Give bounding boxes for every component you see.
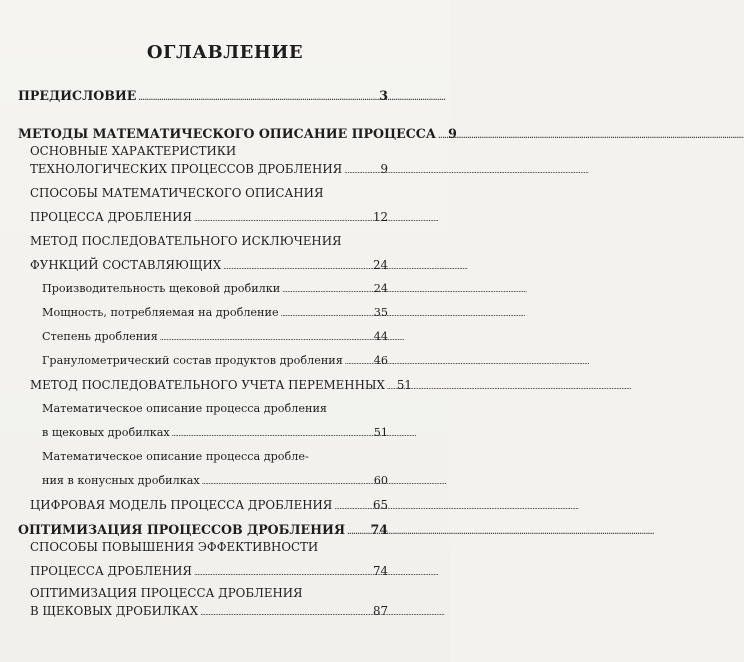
toc-entry-title: ПРОЦЕССА ДРОБЛЕНИЯ xyxy=(30,564,192,578)
leader-dots xyxy=(334,498,371,512)
toc-heading: ОГЛАВЛЕНИЕ xyxy=(146,42,304,63)
toc-entry-description-methods-line1: СПОСОБЫ МАТЕМАТИЧЕСКОГО ОПИСАНИЯ xyxy=(30,186,324,200)
toc-entry-title: В ЩЕКОВЫХ ДРОБИЛКАХ xyxy=(30,604,199,618)
toc-entry-page: 3 xyxy=(379,88,388,103)
leader-dots xyxy=(387,378,395,392)
toc-entry-title: МЕТОДЫ МАТЕМАТИЧЕСКОГО ОПИСАНИЕ ПРОЦЕССА xyxy=(18,126,437,141)
toc-entry-title: ОПТИМИЗАЦИЯ ПРОЦЕССОВ ДРОБЛЕНИЯ xyxy=(18,522,346,537)
toc-entry-title: Мощность, потребляемая на дробление xyxy=(42,306,279,319)
toc-entry-efficiency xyxy=(30,564,388,578)
toc-entry-exclusion-line1: МЕТОД ПОСЛЕДОВАТЕЛЬНОГО ИСКЛЮЧЕНИЯ xyxy=(30,234,342,248)
leader-dots xyxy=(344,162,378,176)
toc-entry-efficiency-line1: СПОСОБЫ ПОВЫШЕНИЯ ЭФФЕКТИВНОСТИ xyxy=(30,540,319,554)
toc-entry-page: 24 xyxy=(373,282,388,295)
toc-entry-title: МЕТОД ПОСЛЕДОВАТЕЛЬНОГО УЧЕТА ПЕРЕМЕННЫХ xyxy=(30,378,385,392)
toc-entry-productivity xyxy=(42,282,388,295)
toc-entry-power xyxy=(42,306,388,319)
toc-entry-jaw xyxy=(42,426,388,439)
toc-entry-jaw-optimization xyxy=(30,604,388,618)
toc-entry-optimization xyxy=(18,522,388,537)
leader-dots xyxy=(281,306,372,319)
toc-entry-title: ЦИФРОВАЯ МОДЕЛЬ ПРОЦЕССА ДРОБЛЕНИЯ xyxy=(30,498,333,512)
toc-entry-cone-line1: Математическое описание процесса дробле- xyxy=(42,450,309,463)
toc-entry-page: 35 xyxy=(373,306,388,319)
toc-entry-degree xyxy=(42,330,388,343)
toc-entry-exclusion xyxy=(30,258,388,272)
toc-entry-methods xyxy=(18,126,457,141)
toc-entry-page: 60 xyxy=(373,474,388,487)
toc-entry-page: 12 xyxy=(372,210,388,224)
toc-entry-page: 9 xyxy=(448,126,457,141)
leader-dots xyxy=(347,522,368,537)
toc-entry-variables xyxy=(30,378,412,392)
toc-entry-title: Производительность щековой дробилки xyxy=(42,282,281,295)
toc-entry-page: 46 xyxy=(373,354,388,367)
leader-dots xyxy=(345,354,372,367)
toc-entry-title: ТЕХНОЛОГИЧЕСКИХ ПРОЦЕССОВ ДРОБЛЕНИЯ xyxy=(30,162,343,176)
toc-entry-title: ПРОЦЕССА ДРОБЛЕНИЯ xyxy=(30,210,192,224)
leader-dots xyxy=(172,426,372,439)
leader-dots xyxy=(160,330,372,343)
leader-dots xyxy=(138,88,377,103)
toc-entry-preface xyxy=(18,88,388,103)
toc-entry-description-methods xyxy=(30,210,388,224)
toc-entry-page: 51 xyxy=(373,426,388,439)
leader-dots xyxy=(200,604,371,618)
leader-dots xyxy=(202,474,372,487)
leader-dots xyxy=(194,210,371,224)
toc-entry-page: 87 xyxy=(372,604,388,618)
toc-entry-page: 74 xyxy=(370,522,388,537)
toc-entry-title: ПРЕДИСЛОВИЕ xyxy=(18,88,137,103)
toc-entry-page: 51 xyxy=(396,378,412,392)
toc-entry-page: 74 xyxy=(372,564,388,578)
toc-entry-jaw-optimization-line1: ОПТИМИЗАЦИЯ ПРОЦЕССА ДРОБЛЕНИЯ xyxy=(30,586,303,600)
toc-entry-characteristics xyxy=(30,162,388,176)
toc-entry-title: Степень дробления xyxy=(42,330,158,343)
toc-entry-title: Гранулометрический состав продуктов дробления xyxy=(42,354,343,367)
toc-entry-cone xyxy=(42,474,388,487)
toc-entry-title: ния в конусных дробилках xyxy=(42,474,200,487)
toc-entry-title: в щековых дробилках xyxy=(42,426,170,439)
toc-entry-page: 24 xyxy=(372,258,388,272)
toc-entry-title: ФУНКЦИЙ СОСТАВЛЯЮЩИХ xyxy=(30,258,222,272)
toc-entry-page: 9 xyxy=(380,162,388,176)
leader-dots xyxy=(282,282,372,295)
toc-entry-page: 65 xyxy=(372,498,388,512)
toc-entry-granulometry xyxy=(42,354,388,367)
toc-entry-characteristics-line1: ОСНОВНЫЕ ХАРАКТЕРИСТИКИ xyxy=(30,144,237,158)
leader-dots xyxy=(194,564,371,578)
toc-entry-digital-model xyxy=(30,498,388,512)
toc-entry-jaw-line1: Математическое описание процесса дробления xyxy=(42,402,327,415)
toc-entry-page: 44 xyxy=(373,330,388,343)
leader-dots xyxy=(438,126,446,141)
leader-dots xyxy=(223,258,371,272)
